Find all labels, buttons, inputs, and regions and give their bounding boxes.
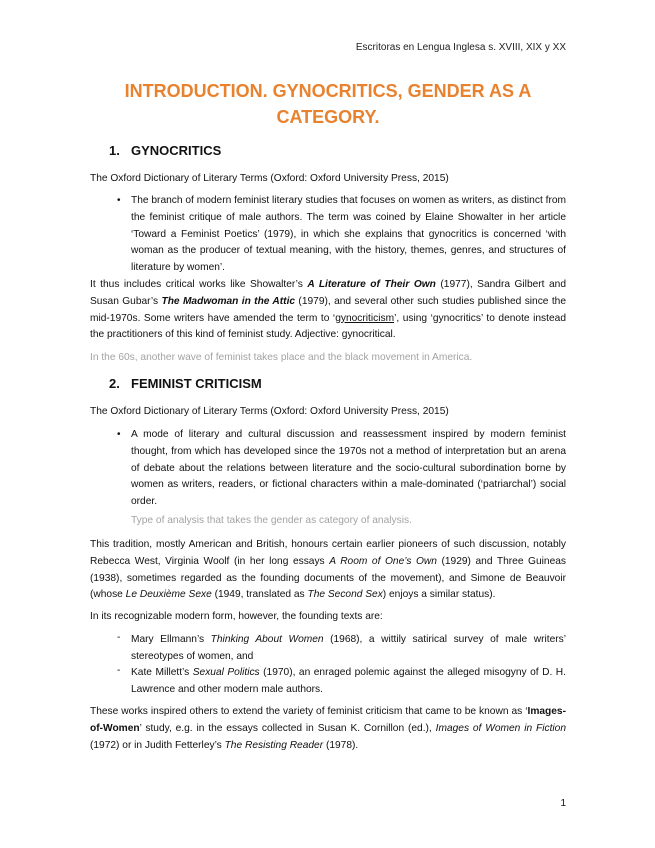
underlined-term: gynocriticism xyxy=(335,312,395,324)
book-title: The Second Sex xyxy=(307,589,383,601)
book-title: Thinking About Women xyxy=(210,634,324,645)
text-run: Kate Millett’s xyxy=(131,667,193,678)
section-1-title: GYNOCRITICS xyxy=(131,143,222,158)
book-title: The Madwoman in the Attic xyxy=(161,295,296,307)
dash-item xyxy=(131,665,566,699)
text-run: (1968), a wittily satirical survey of male writers’ stereotypes of women, and xyxy=(131,634,566,662)
page-title: INTRODUCTION. GYNOCRITICS, GENDER AS A CATEGORY. xyxy=(124,81,532,127)
book-title: Le Deuxième Sexe xyxy=(125,589,212,601)
section-2-heading xyxy=(109,376,262,391)
section-2-paragraph-1 xyxy=(90,537,566,604)
dash-marker: - xyxy=(117,665,121,676)
text-run: ’ study, e.g. in the essays collected in Susan K. Cornillon (ed.), xyxy=(139,722,436,734)
text-run: (1978). xyxy=(323,739,359,751)
section-2-source: The Oxford Dictionary of Literary Terms (Oxford: Oxford University Press, 2015) xyxy=(90,406,449,417)
book-title: Images of Women in Fiction xyxy=(435,722,566,734)
book-title: Sexual Politics xyxy=(192,667,260,678)
text-run: ’, using ‘gynocritics’ to denote instead the practitioners of this kind of feminist study. Adjective: gynocritical. xyxy=(90,312,566,341)
section-1-paragraph xyxy=(90,277,566,344)
section-1-heading xyxy=(109,143,221,158)
text-run: (1977), Sandra Gilbert and Susan Gubar’s xyxy=(90,279,566,307)
section-2-number: 2. xyxy=(109,376,120,391)
book-title: The Resisting Reader xyxy=(224,739,324,751)
book-title: A Literature of Their Own xyxy=(307,279,436,290)
section-2-paragraph-3 xyxy=(90,704,566,754)
bullet-dot: • xyxy=(117,429,121,440)
bold-term: Images-of-Women xyxy=(90,706,566,734)
text-run: (1979), and several other such studies published since the mid-1970s. Some writers have amended the term to ‘ xyxy=(90,295,566,324)
dash-marker: - xyxy=(117,632,121,643)
section-2-title: FEMINIST CRITICISM xyxy=(131,376,262,391)
dash-item xyxy=(131,632,566,666)
text-run: ) enjoys a similar status). xyxy=(382,589,496,601)
running-header: Escritoras en Lengua Inglesa s. XVIII, XIX y XX xyxy=(355,42,566,53)
section-2-paragraph-2: In its recognizable modern form, however, the founding texts are: xyxy=(90,611,383,622)
section-2-bullet: A mode of literary and cultural discussion and reassessment inspired by modern feminist thought, from which has developed since the 1970s not a method of interpretation but an arena of debate about the relations between literature and the socio-cultural subordination borne by women as writers, readers, or fictional characters within a male-dominated (‘patriarchal’) social order. xyxy=(131,429,566,508)
bullet-dot: • xyxy=(117,195,121,206)
text-run: (1929) and Three Guineas (1938), sometimes regarded as the founding documents of the movement), and Simone de Beauvoir (whose xyxy=(90,555,566,601)
text-run: It thus includes critical works like Showalter’s xyxy=(90,279,308,290)
page-number: 1 xyxy=(560,798,566,809)
text-run: Mary Ellmann’s xyxy=(131,634,211,645)
section-1-bullet: The branch of modern feminist literary studies that focuses on women as writers, as distinct from the feminist critique of male authors. The term was coined by Elaine Showalter in her article ‘Toward a Feminist Poetics’ (1979), in which she explains that gynocritics is concerned ‘with woman as the producer of textual meaning, with the history, themes, genres, and structures of literature by women’. xyxy=(131,195,566,274)
text-run: This tradition, mostly American and British, honours certain earlier pioneers of such discussion, notably Rebecca West, Virginia Woolf (in her long essays xyxy=(90,539,566,567)
text-run: (1972) or in Judith Fetterley’s xyxy=(90,739,225,751)
section-1-source: The Oxford Dictionary of Literary Terms (Oxford: Oxford University Press, 2015) xyxy=(90,173,449,184)
section-2-note: Type of analysis that takes the gender as category of analysis. xyxy=(131,515,412,526)
book-title: A Room of One’s Own xyxy=(329,555,437,567)
section-1-number: 1. xyxy=(109,143,120,158)
section-1-note: In the 60s, another wave of feminist takes place and the black movement in America. xyxy=(90,352,473,363)
text-run: (1949, translated as xyxy=(211,589,308,601)
text-run: (1970), an enraged polemic against the alleged misogyny of D. H. Lawrence and other modern male authors. xyxy=(131,667,566,695)
text-run: These works inspired others to extend the variety of feminist criticism that came to be known as ‘ xyxy=(90,706,528,717)
